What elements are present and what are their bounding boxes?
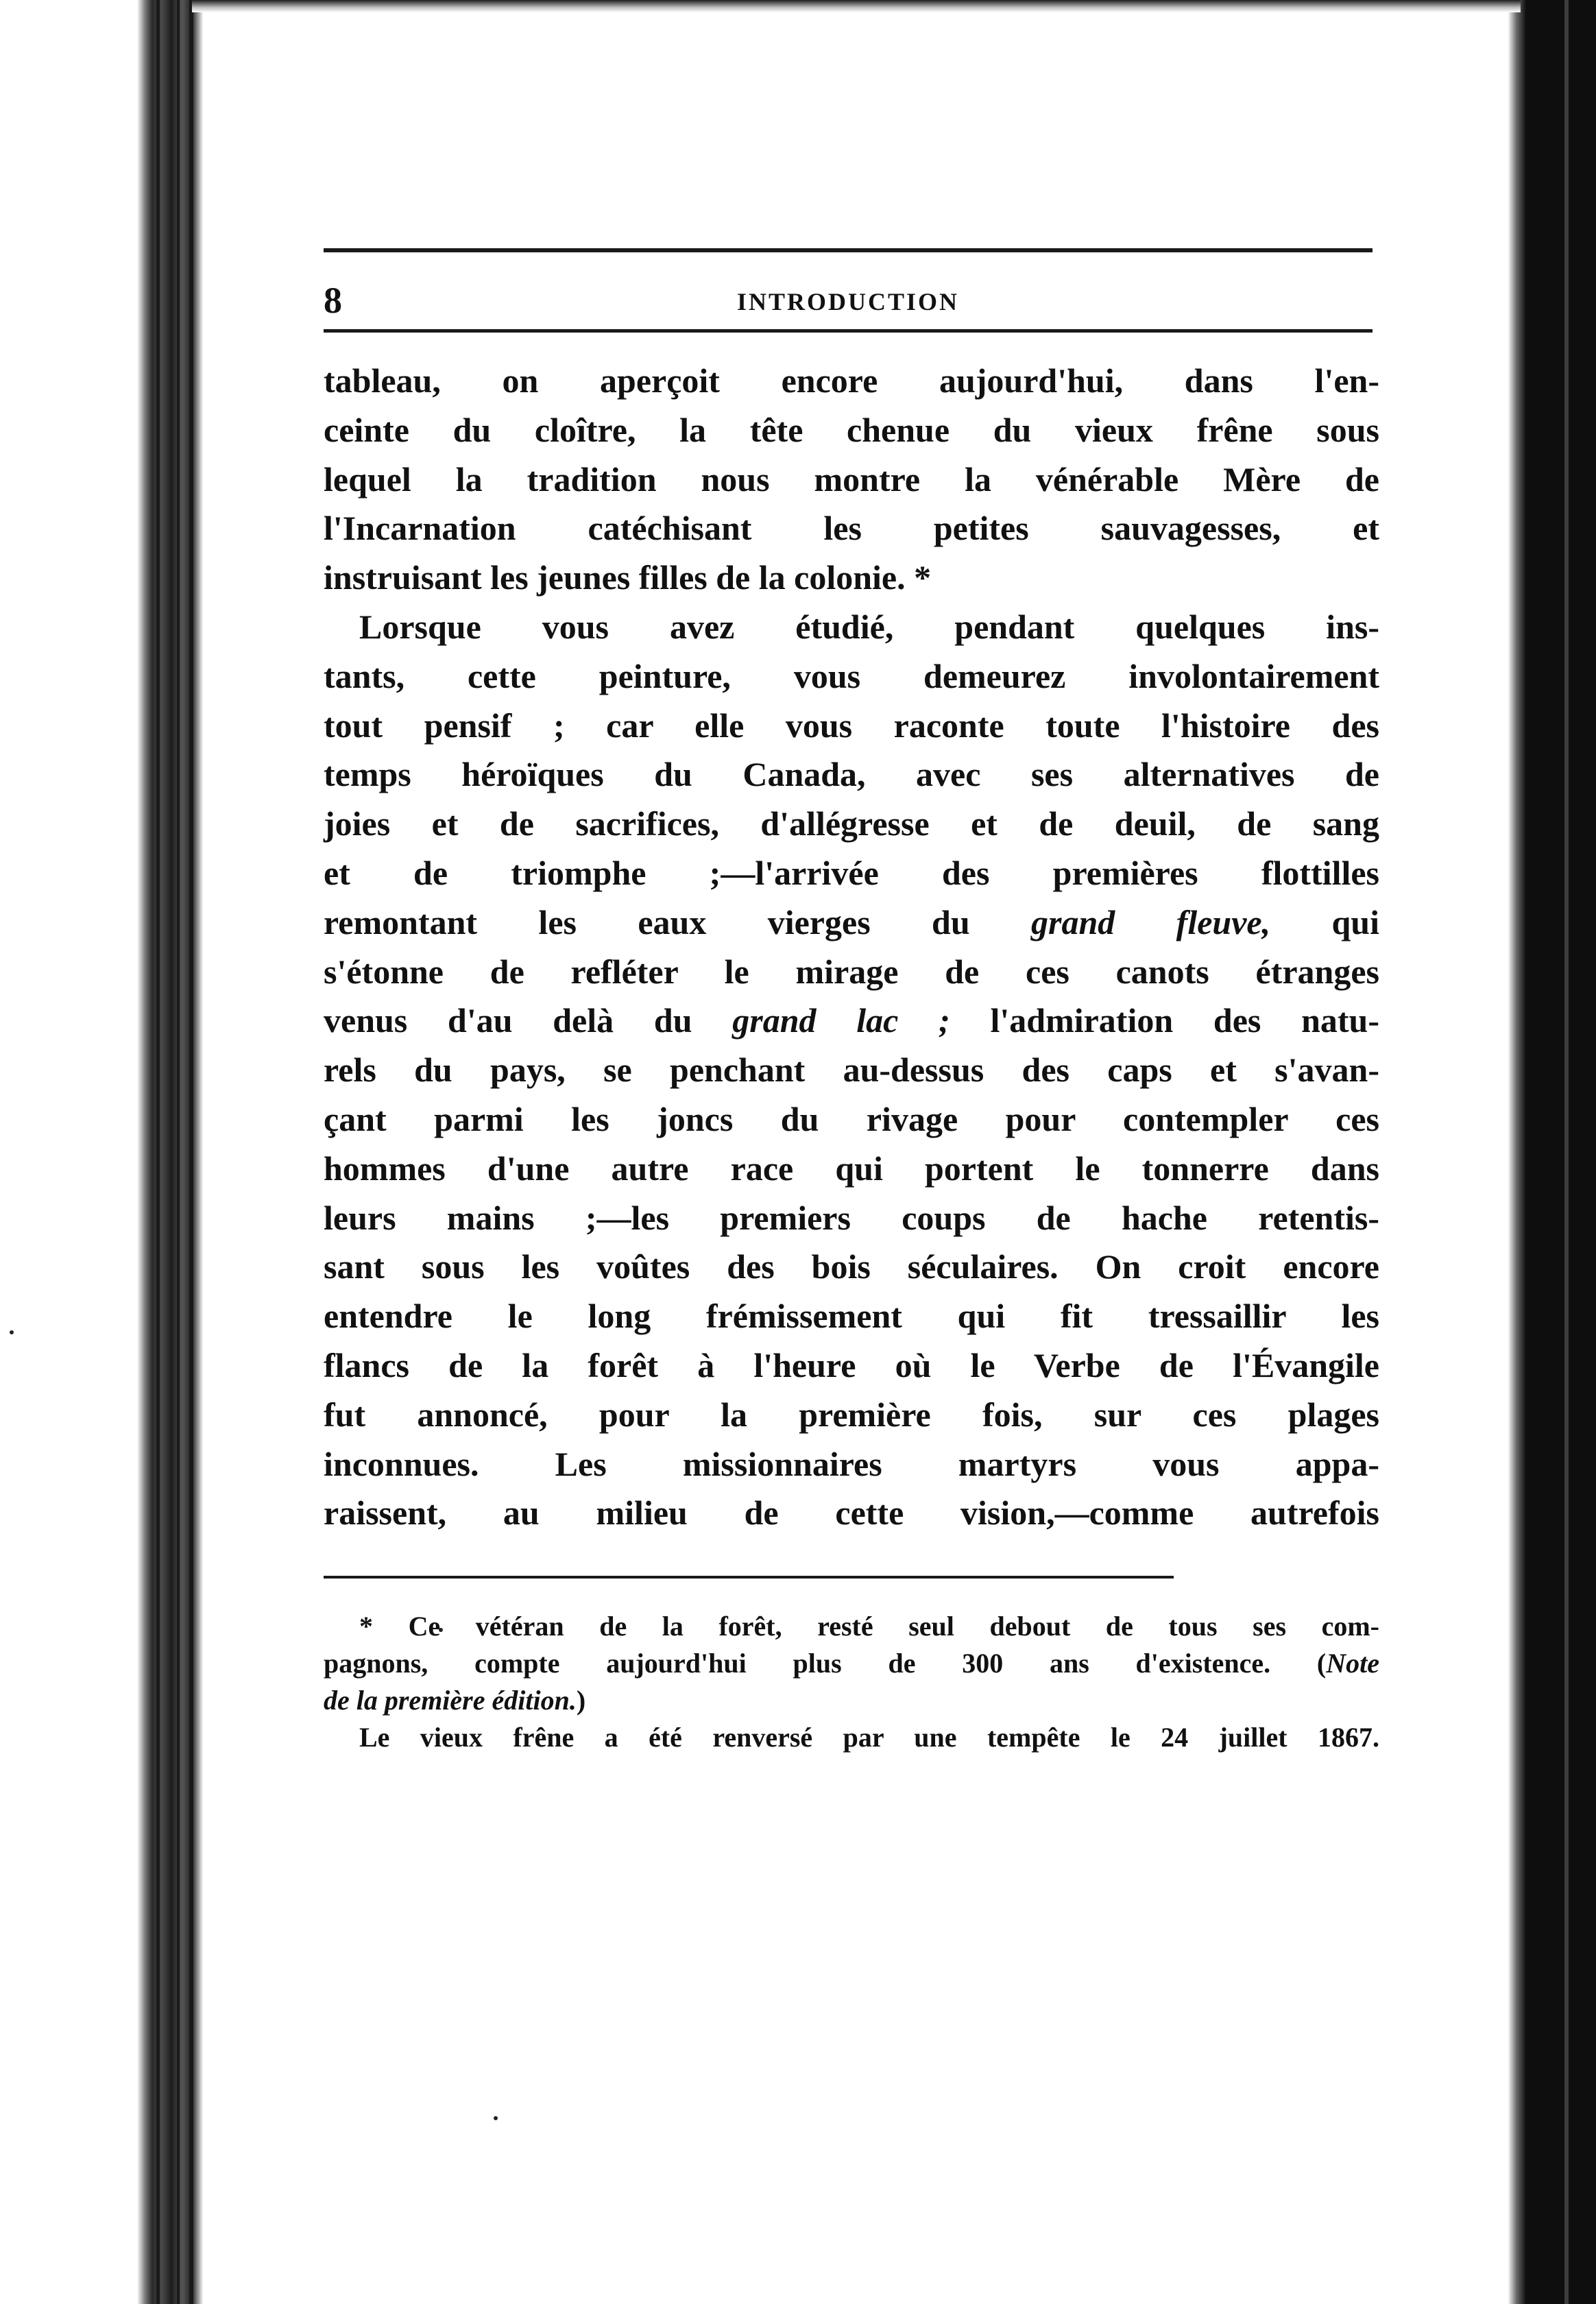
right-edge-line — [1564, 0, 1569, 2304]
text-run: venus d'au delà du — [324, 1001, 733, 1040]
text-line: rels du pays, se penchant au-dessus des caps et s'avan- — [324, 1051, 1379, 1090]
text-line: Lorsque vous avez étudié, pendant quelques ins- — [359, 607, 1379, 646]
footnote-line — [324, 1682, 1379, 1719]
text-line: leurs mains ;—les premiers coups de hache retentis- — [324, 1198, 1379, 1237]
text-line: tout pensif ; car elle vous raconte toute l'histoire des — [324, 706, 1379, 745]
text-line: flancs de la forêt à l'heure où le Verbe de l'Évangile — [324, 1345, 1379, 1384]
text-line: çant parmi les joncs du rivage pour contempler ces — [324, 1099, 1379, 1138]
ink-speck — [10, 1330, 14, 1334]
running-title: INTRODUCTION — [736, 288, 960, 315]
page-number: 8 — [324, 280, 342, 321]
text-line: ceinte du cloître, la tête chenue du vieux frêne sous — [324, 410, 1379, 449]
text-line: hommes d'une autre race qui portent le tonnerre dans — [324, 1149, 1379, 1188]
text-line: inconnues. Les missionnaires martyrs vous appa- — [324, 1444, 1379, 1483]
text-line: tableau, on aperçoit encore aujourd'hui, dans l'en- — [324, 361, 1379, 400]
footnote-line: * Ce vétéran de la forêt, resté seul debout de tous ses com- — [359, 1611, 1379, 1642]
italic-phrase: Note — [1326, 1648, 1379, 1679]
italic-phrase: de la première édition. — [324, 1685, 577, 1716]
text-run: ) — [576, 1685, 586, 1716]
text-line: l'Incarnation catéchisant les petites sauvagesses, et — [324, 509, 1379, 548]
text-run: qui — [1270, 902, 1379, 941]
footnote-line — [324, 1645, 1379, 1682]
footnote-line: Le vieux frêne a été renversé par une tempête le 24 juillet 1867. — [359, 1722, 1379, 1753]
text-line: s'étonne de refléter le mirage de ces canots étranges — [324, 952, 1379, 991]
text-line — [324, 898, 1379, 948]
top-edge-shadow — [192, 0, 1521, 12]
body-text — [324, 357, 1379, 1538]
text-line: fut annoncé, pour la première fois, sur ces plages — [324, 1395, 1379, 1434]
text-line: raissent, au milieu de cette vision,—comme autrefois — [324, 1493, 1379, 1533]
book-spine-edge — [0, 0, 203, 2304]
footnote-rule — [324, 1576, 1174, 1579]
italic-phrase: grand fleuve, — [1031, 902, 1271, 941]
header-rule-top — [324, 248, 1373, 252]
footnote — [324, 1608, 1379, 1756]
spine-line — [177, 0, 180, 2304]
text-line: instruisant les jeunes filles de la colonie. * — [324, 558, 932, 597]
text-line: tants, cette peinture, vous demeurez involontairement — [324, 656, 1379, 695]
ink-speck — [494, 2116, 498, 2120]
running-head — [324, 280, 1373, 321]
text-line: lequel la tradition nous montre la vénérable Mère de — [324, 459, 1379, 499]
text-line: et de triomphe ;—l'arrivée des premières flottilles — [324, 853, 1379, 892]
text-line: entendre le long frémissement qui fit tressaillir les — [324, 1297, 1379, 1336]
text-run: l'admiration des natu- — [950, 1001, 1380, 1040]
text-run: remontant les eaux vierges du — [324, 902, 1032, 941]
text-run: pagnons, compte aujourd'hui plus de 300 ans d'existence. ( — [324, 1648, 1327, 1679]
right-page-edge — [1508, 0, 1596, 2304]
text-line: temps héroïques du Canada, avec ses alternatives de — [324, 755, 1379, 794]
spine-line — [156, 0, 160, 2304]
text-line — [324, 996, 1379, 1046]
spine-line — [189, 0, 193, 2304]
italic-phrase: grand lac ; — [732, 1001, 950, 1040]
text-line: sant sous les voûtes des bois séculaires. On croit encore — [324, 1247, 1379, 1286]
text-line: joies et de sacrifices, d'allégresse et de deuil, de sang — [324, 804, 1379, 843]
header-rule-bottom — [324, 329, 1373, 333]
